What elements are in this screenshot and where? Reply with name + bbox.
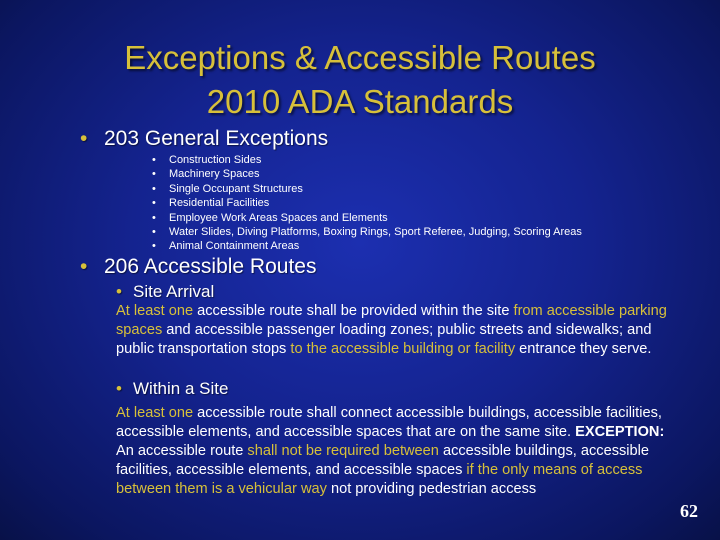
list-item — [152, 182, 582, 196]
page-number: 62 — [680, 501, 698, 521]
exceptions-list — [152, 153, 582, 254]
body-text: An accessible route — [116, 443, 248, 459]
body-text: not providing pedestrian access — [326, 481, 537, 497]
bullet-icon: • — [152, 211, 156, 224]
list-item-label: Residential Facilities — [169, 197, 270, 210]
section-heading-accessible-routes — [80, 254, 316, 280]
list-item — [152, 225, 582, 239]
highlighted-text: At least one — [116, 303, 194, 319]
body-text: accessible buildings, accessible facilities, accessible elements, and accessible spaces — [116, 443, 650, 478]
body-text: and accessible passenger loading zones; public streets and sidewalks; and public transportation stops — [116, 322, 652, 357]
site-arrival-paragraph — [116, 302, 676, 359]
section-heading-label: 206 Accessible Routes — [104, 255, 317, 278]
body-text: entrance they serve. — [515, 341, 652, 357]
highlighted-text: shall not be required between — [247, 443, 439, 459]
bullet-icon: • — [116, 379, 122, 398]
list-item-label: Single Occupant Structures — [169, 182, 303, 195]
title-line-1: Exceptions & Accessible Routes — [124, 39, 596, 76]
subheading-label: Within a Site — [133, 379, 229, 398]
list-item — [152, 153, 582, 167]
within-a-site-paragraph — [116, 404, 676, 499]
section-heading-general-exceptions — [80, 126, 328, 152]
list-item — [152, 167, 582, 181]
list-item-label: Employee Work Areas Spaces and Elements — [169, 211, 388, 224]
highlighted-text: At least one — [116, 405, 194, 421]
bullet-icon: • — [80, 255, 88, 278]
list-item-label: Water Slides, Diving Platforms, Boxing Rings, Sport Referee, Judging, Scoring Areas — [169, 226, 582, 239]
highlighted-text: to the accessible building or facility — [290, 341, 516, 357]
bullet-icon: • — [152, 240, 156, 253]
list-item — [152, 239, 582, 253]
bullet-icon: • — [116, 282, 122, 301]
bullet-icon: • — [80, 127, 88, 150]
body-text: accessible route shall connect accessible buildings, accessible facilities, accessible elements, and accessible spaces that are on the same site. — [116, 405, 662, 440]
subheading-within-a-site — [116, 378, 228, 399]
body-text: accessible route shall be provided within the site — [193, 303, 514, 319]
highlighted-text: if the only means of access between them is a vehicular way — [116, 462, 643, 497]
bullet-icon: • — [152, 226, 156, 239]
bullet-icon: • — [152, 168, 156, 181]
list-item — [152, 211, 582, 225]
subheading-label: Site Arrival — [133, 282, 215, 301]
subheading-site-arrival — [116, 281, 214, 302]
list-item-label: Construction Sides — [169, 154, 262, 166]
highlighted-text: from accessible parking spaces — [116, 303, 667, 338]
title-line-2: 2010 ADA Standards — [206, 83, 514, 120]
bullet-icon: • — [152, 182, 156, 195]
list-item — [152, 196, 582, 210]
section-heading-label: 203 General Exceptions — [104, 127, 329, 150]
list-item-label: Machinery Spaces — [169, 168, 260, 181]
exception-label: EXCEPTION: — [575, 424, 665, 440]
bullet-icon: • — [152, 197, 156, 210]
slide-title — [0, 36, 720, 124]
bullet-icon: • — [152, 154, 156, 166]
list-item-label: Animal Containment Areas — [169, 240, 300, 253]
